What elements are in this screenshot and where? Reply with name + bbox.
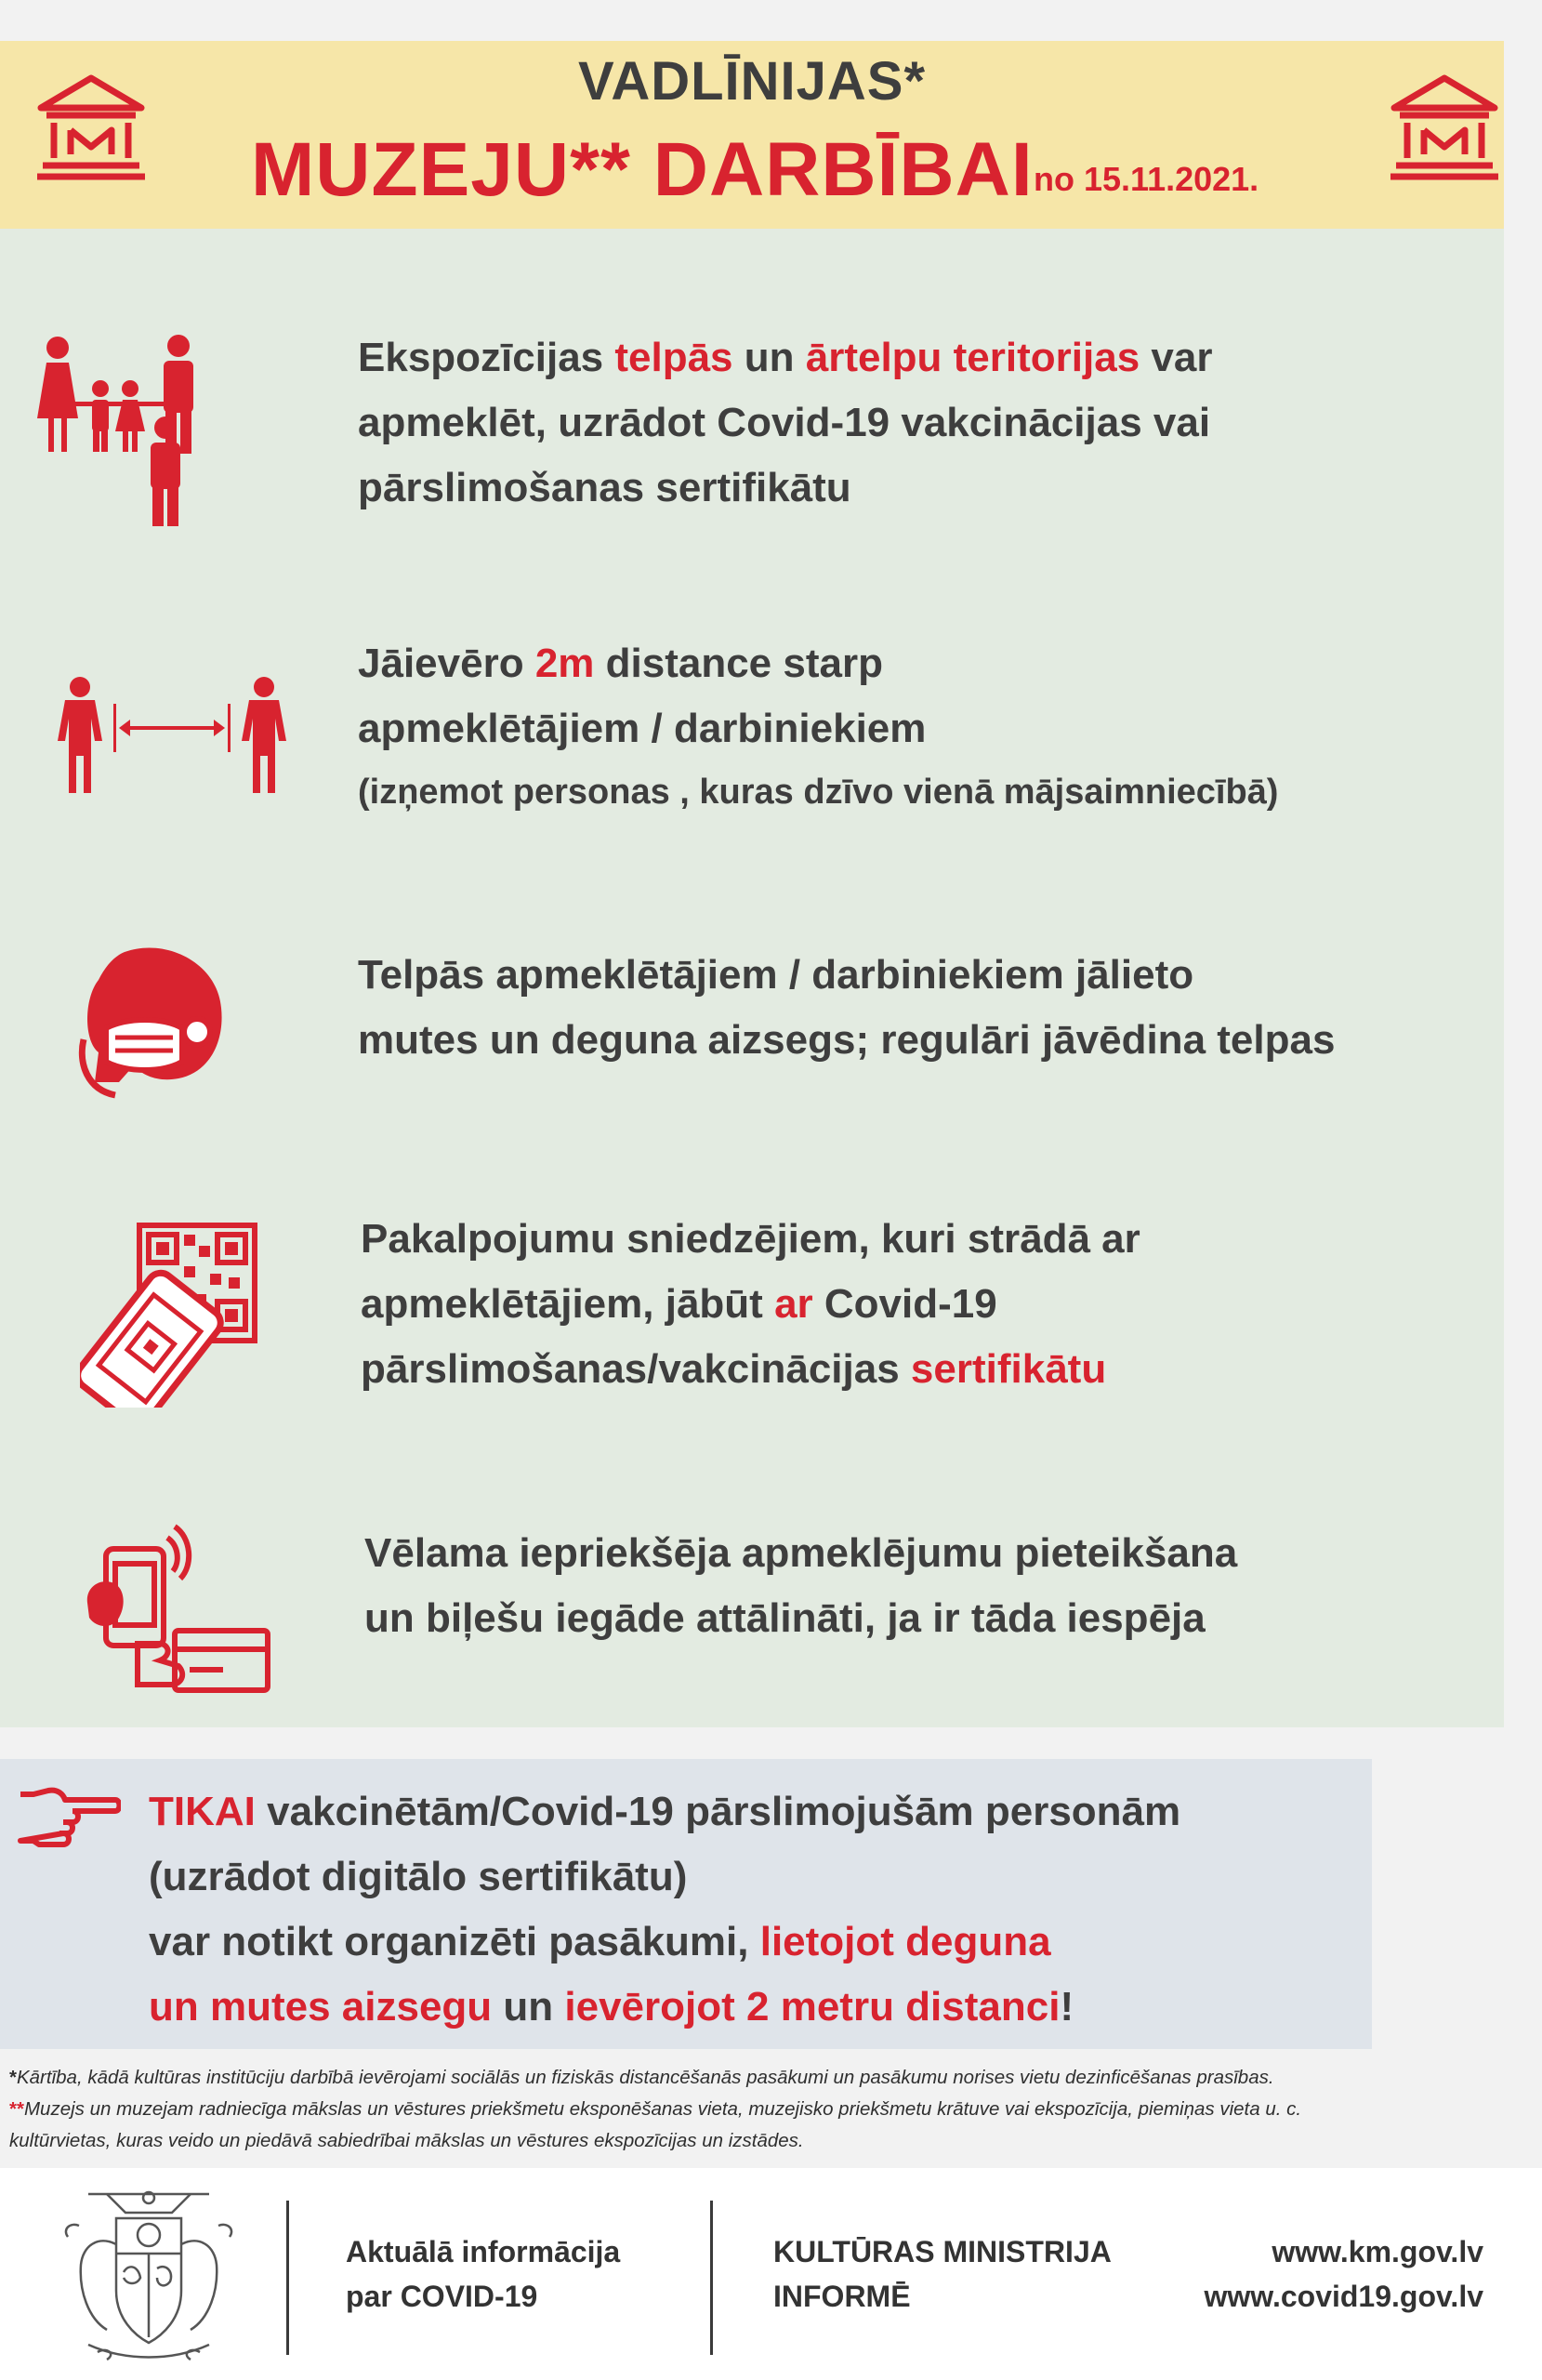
events-notice xyxy=(0,1759,1372,2049)
guideline-text: Ekspozīcijas telpās un ārtelpu teritorijas var apmeklēt, uzrādot Covid-19 vakcinācijas vai pārslimošanas sertifikātu xyxy=(358,335,1213,510)
guideline-item xyxy=(0,1521,1504,1707)
covid19-link[interactable]: www.covid19.gov.lv xyxy=(1204,2280,1483,2313)
footer xyxy=(0,2168,1542,2380)
guideline-text: Vēlama iepriekšēja apmeklējumu pieteikšana un biļešu iegāde attālināti, ja ir tāda iespēja xyxy=(364,1530,1238,1641)
footnotes xyxy=(9,2062,1496,2157)
footer-links xyxy=(1180,2229,1483,2319)
title-museums: MUZEJU** DARBĪBAI xyxy=(251,127,1034,212)
km-link[interactable]: www.km.gov.lv xyxy=(1272,2235,1483,2268)
guideline-text: Telpās apmeklētājiem / darbiniekiem jālieto mutes un deguna aizsegs; regulāri jāvēdina telpas xyxy=(358,952,1336,1063)
guidelines-panel xyxy=(0,229,1504,1727)
guideline-item xyxy=(0,943,1504,1110)
footer-divider xyxy=(286,2201,289,2355)
guideline-item xyxy=(0,631,1504,836)
guideline-item xyxy=(0,1207,1504,1411)
family-icon xyxy=(33,335,210,530)
footnote-1: *Kārtība, kādā kultūras institūciju darbībā ievērojami sociālās un fiziskās distancēšanās pasākumi un pasākumu norises vietu dezinficēšanas prasības. xyxy=(9,2067,1274,2088)
ministry-label: KULTŪRAS MINISTRIJA INFORMĒ xyxy=(773,2235,1112,2313)
guideline-text: Pakalpojumu sniedzējiem, kuri strādā ar apmeklētājiem, jābūt ar Covid-19 pārslimošanas/vakcinācijas sertifikātu xyxy=(361,1216,1140,1392)
pointing-hand-icon xyxy=(17,1785,121,1852)
covid-info-label: Aktuālā informācija par COVID-19 xyxy=(346,2235,621,2313)
phone-card-icon xyxy=(82,1521,273,1698)
latvia-coat-of-arms-icon xyxy=(51,2188,246,2365)
mask-icon xyxy=(78,943,236,1101)
guideline-item xyxy=(0,325,1504,530)
footnote-2-cont: kultūrvietas, kuras veido un piedāvā sabiedrībai mākslas un vēstures ekspozīcijas un izstādes. xyxy=(9,2130,804,2151)
notice-text: TIKAI vakcinētām/Covid-19 pārslimojušām personām (uzrādot digitālo sertifikātu) var notikt organizēti pasākumi, lietojot deguna un mutes aizsegu un ievērojot 2 metru distanci! xyxy=(149,1789,1181,2030)
qr-phone-icon xyxy=(80,1222,262,1408)
guideline-text: Jāievēro 2m distance starp apmeklētājiem / darbiniekiem (izņemot personas , kuras dzīvo vienā mājsaimniecībā) xyxy=(358,641,1279,812)
title-guidelines: VADLĪNIJAS* xyxy=(577,51,927,112)
header-banner xyxy=(0,41,1504,229)
footnote-2: **Muzejs un muzejam radniecīga mākslas un vēstures priekšmetu eksponēšanas vieta, muzejisko priekšmetu krātuve vai ekspozīcija, piemiņas vieta u. c. xyxy=(9,2098,1302,2120)
distance-icon xyxy=(56,676,288,797)
effective-date: no 15.11.2021. xyxy=(1034,160,1259,198)
footer-divider xyxy=(710,2201,713,2355)
